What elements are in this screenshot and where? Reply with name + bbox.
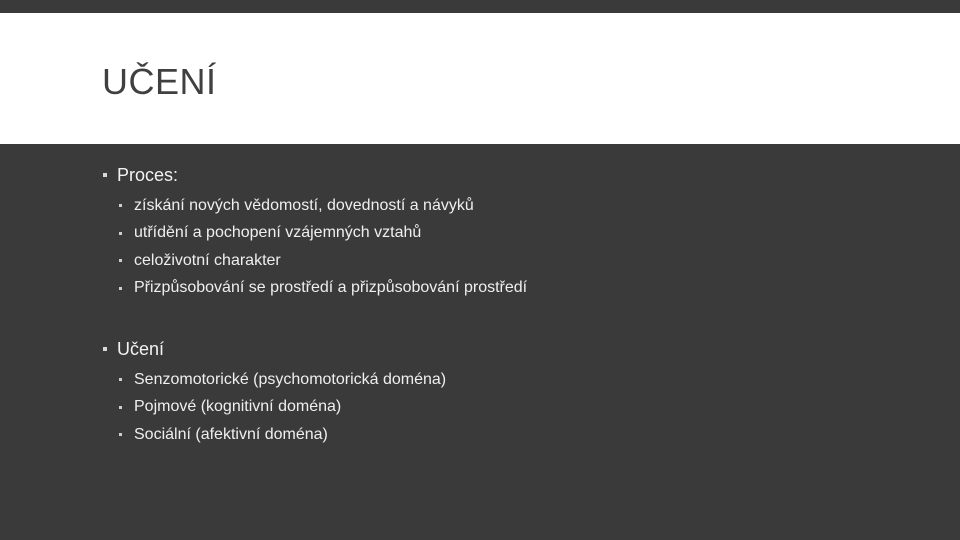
list-item-text: Pojmové (kognitivní doména) bbox=[134, 398, 342, 416]
list-item-text: celoživotní charakter bbox=[134, 251, 281, 269]
bullet-icon bbox=[119, 378, 122, 381]
section-heading bbox=[102, 163, 527, 187]
title-band bbox=[0, 13, 960, 144]
list-item bbox=[102, 220, 527, 248]
list-item bbox=[102, 421, 446, 449]
bullet-icon bbox=[119, 406, 122, 409]
list-item-text: získání nových vědomostí, dovedností a návyků bbox=[134, 196, 474, 214]
section-uceni bbox=[102, 337, 446, 449]
bullet-icon bbox=[103, 347, 107, 351]
list-item bbox=[102, 275, 527, 303]
top-band bbox=[0, 0, 960, 13]
section-heading bbox=[102, 337, 446, 361]
bullet-icon bbox=[119, 232, 122, 235]
list-item bbox=[102, 394, 446, 422]
list-item-text: Sociální (afektivní doména) bbox=[134, 425, 328, 443]
bullet-icon bbox=[103, 173, 107, 177]
bullet-icon bbox=[119, 433, 122, 436]
list-item bbox=[102, 366, 446, 394]
bullet-icon bbox=[119, 259, 122, 262]
section-heading-text: Učení bbox=[117, 338, 165, 359]
bullet-icon bbox=[119, 204, 122, 207]
bullet-list bbox=[102, 192, 527, 302]
list-item-text: utřídění a pochopení vzájemných vztahů bbox=[134, 224, 422, 242]
list-item-text: Senzomotorické (psychomotorická doména) bbox=[134, 370, 447, 388]
list-item bbox=[102, 192, 527, 220]
section-proces bbox=[102, 163, 527, 302]
slide-title: UČENÍ bbox=[102, 61, 217, 102]
bullet-list bbox=[102, 366, 446, 449]
list-item-text: Přizpůsobování se prostředí a přizpůsobování prostředí bbox=[134, 279, 528, 297]
list-item bbox=[102, 247, 527, 275]
section-heading-text: Proces: bbox=[117, 164, 179, 185]
slide-content bbox=[0, 144, 960, 540]
bullet-icon bbox=[119, 287, 122, 290]
